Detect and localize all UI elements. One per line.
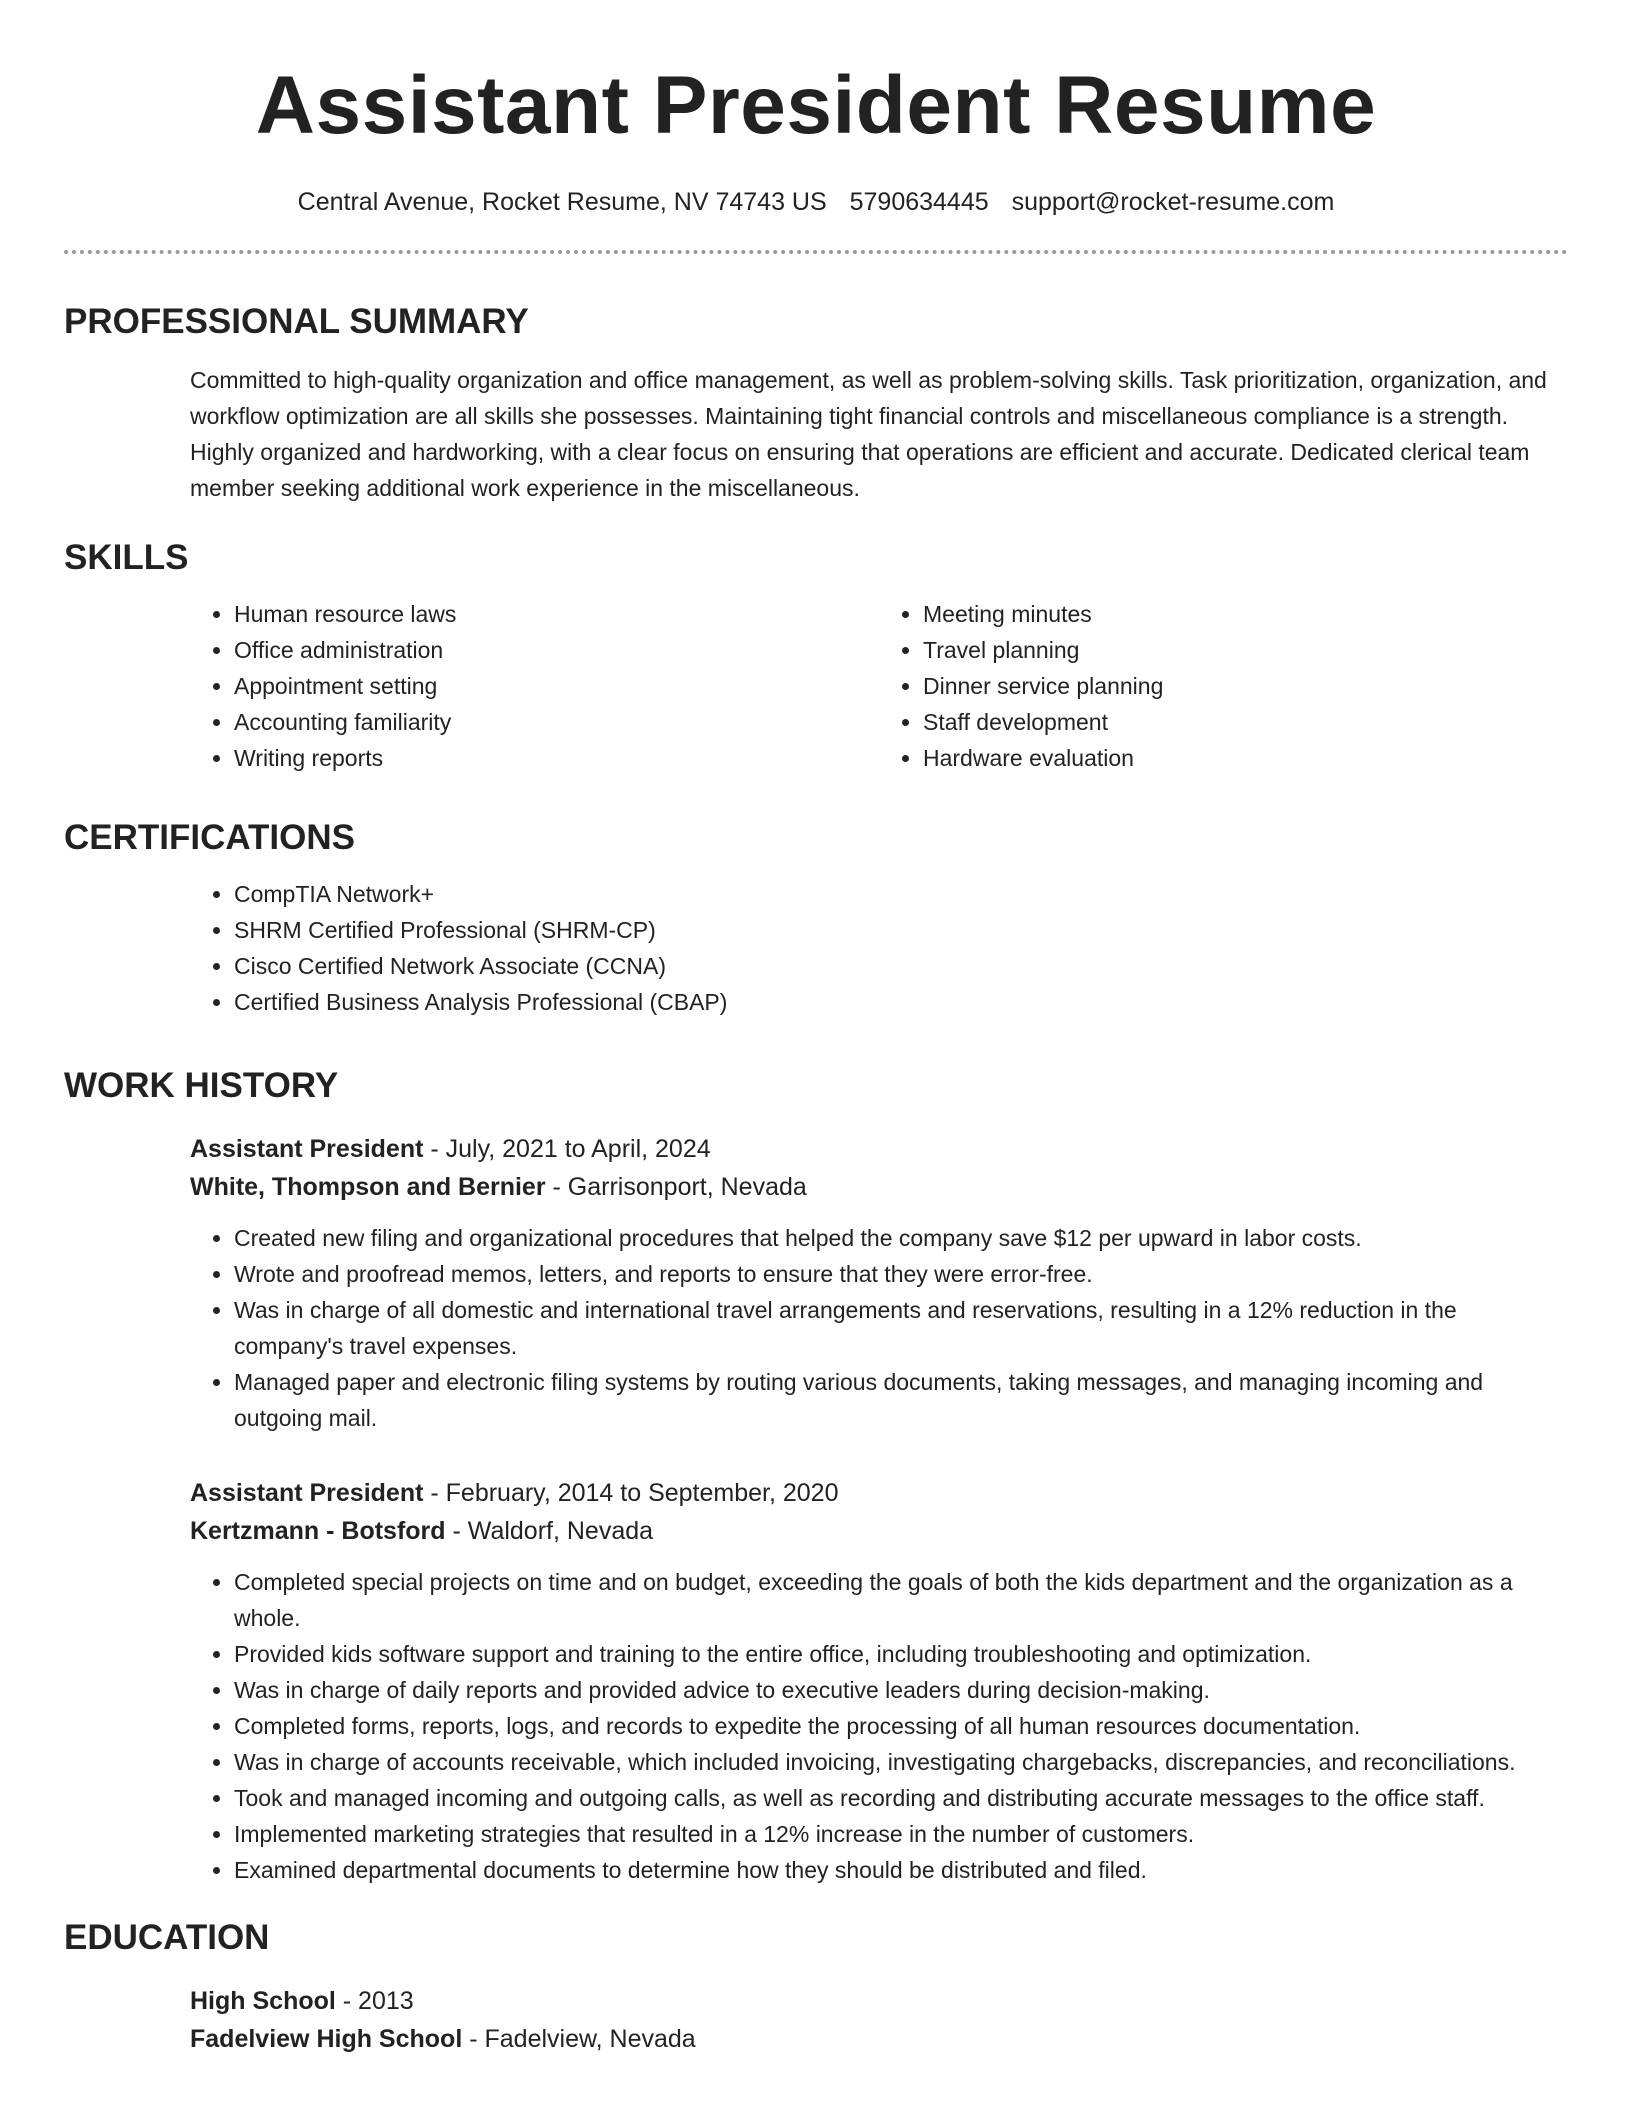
job-title: Assistant President bbox=[190, 1479, 424, 1507]
education-school-line: Fadelview High School - Fadelview, Nevada bbox=[190, 2025, 696, 2053]
certification-item: • Certified Business Analysis Professional (CBAP) bbox=[234, 984, 1568, 1020]
job-bullets bbox=[190, 1220, 1568, 1436]
work-history-heading: WORK HISTORY bbox=[64, 1066, 339, 1105]
resume-title: Assistant President Resume bbox=[255, 60, 1377, 151]
job-bullet: • Completed special projects on time and on budget, exceeding the goals of both the kids department and the organization as a whole. bbox=[234, 1564, 1568, 1636]
job-location: Waldorf, Nevada bbox=[467, 1517, 654, 1545]
job-bullet: • Managed paper and electronic filing systems by routing various documents, taking messages, and managing incoming and outgoing mail. bbox=[234, 1364, 1568, 1436]
skill-item: • Meeting minutes bbox=[923, 596, 1568, 632]
job-bullet: • Provided kids software support and training to the entire office, including troubleshooting and optimization. bbox=[234, 1636, 1568, 1672]
certifications-heading: CERTIFICATIONS bbox=[64, 818, 356, 857]
education-heading: EDUCATION bbox=[64, 1918, 270, 1957]
job-title-line: Assistant President - February, 2014 to September, 2020 bbox=[190, 1479, 839, 1507]
certification-item: • SHRM Certified Professional (SHRM-CP) bbox=[234, 912, 1568, 948]
skill-item: • Travel planning bbox=[923, 632, 1568, 668]
skill-item: • Staff development bbox=[923, 704, 1568, 740]
job-bullet: • Was in charge of all domestic and international travel arrangements and reservations, resulting in a 12% reduction in the company's travel expenses. bbox=[234, 1292, 1568, 1364]
summary-heading: PROFESSIONAL SUMMARY bbox=[64, 302, 529, 341]
job-bullet: • Completed forms, reports, logs, and records to expedite the processing of all human resources documentation. bbox=[234, 1708, 1568, 1744]
job-bullet: • Took and managed incoming and outgoing calls, as well as recording and distributing accurate messages to the office staff. bbox=[234, 1780, 1568, 1816]
skills-list-left bbox=[190, 596, 879, 776]
education-degree: High School bbox=[190, 1987, 336, 2015]
certifications-section bbox=[64, 876, 1568, 1020]
education-year: 2013 bbox=[358, 1987, 414, 2015]
job-title-line: Assistant President - July, 2021 to April, 2024 bbox=[190, 1135, 711, 1163]
job-bullet: • Was in charge of daily reports and provided advice to executive leaders during decision-making. bbox=[234, 1672, 1568, 1708]
job-bullet: • Created new filing and organizational procedures that helped the company save $12 per upward in labor costs. bbox=[234, 1220, 1568, 1256]
skills-heading: SKILLS bbox=[64, 538, 189, 577]
contact-info bbox=[64, 184, 1568, 220]
job-company-line: Kertzmann - Botsford - Waldorf, Nevada bbox=[190, 1517, 654, 1545]
job-entry bbox=[190, 1130, 1568, 1436]
skills-grid bbox=[190, 596, 1568, 776]
education-location: Fadelview, Nevada bbox=[484, 2025, 696, 2053]
skills-section bbox=[64, 596, 1568, 776]
job-bullet: • Wrote and proofread memos, letters, and reports to ensure that they were error-free. bbox=[234, 1256, 1568, 1292]
job-company-line: White, Thompson and Bernier - Garrisonport, Nevada bbox=[190, 1173, 807, 1201]
skill-item: • Office administration bbox=[234, 632, 879, 668]
certification-item: • Cisco Certified Network Associate (CCNA) bbox=[234, 948, 1568, 984]
summary-text: Committed to high-quality organization and office management, as well as problem-solving skills. Task prioritization, organization, and workflow optimization are all skills she possesses. Maintaining tight financial controls and miscellaneous compliance is a strength. Highly organized and hardworking, with a clear focus on ensuring that operations are efficient and accurate. Dedicated clerical team member seeking additional work experience in the miscellaneous. bbox=[190, 367, 1547, 501]
contact-email: support@rocket-resume.com bbox=[1011, 188, 1335, 216]
header-divider bbox=[64, 250, 1568, 254]
skill-item: • Hardware evaluation bbox=[923, 740, 1568, 776]
job-bullet: • Was in charge of accounts receivable, which included invoicing, investigating chargebacks, discrepancies, and reconciliations. bbox=[234, 1744, 1568, 1780]
skill-item: • Accounting familiarity bbox=[234, 704, 879, 740]
job-bullets bbox=[190, 1564, 1568, 1888]
skills-list-right bbox=[879, 596, 1568, 776]
job-company: White, Thompson and Bernier bbox=[190, 1173, 546, 1201]
job-location: Garrisonport, Nevada bbox=[567, 1173, 807, 1201]
job-company: Kertzmann - Botsford bbox=[190, 1517, 446, 1545]
job-dates: February, 2014 to September, 2020 bbox=[445, 1479, 839, 1507]
skill-item: • Dinner service planning bbox=[923, 668, 1568, 704]
contact-address: Central Avenue, Rocket Resume, NV 74743 US bbox=[297, 188, 827, 216]
contact-phone: 5790634445 bbox=[849, 188, 989, 216]
job-title: Assistant President bbox=[190, 1135, 424, 1163]
job-dates: July, 2021 to April, 2024 bbox=[445, 1135, 711, 1163]
job-entry bbox=[190, 1474, 1568, 1888]
skill-item: • Appointment setting bbox=[234, 668, 879, 704]
job-bullet: • Examined departmental documents to determine how they should be distributed and filed. bbox=[234, 1852, 1568, 1888]
skill-item: • Human resource laws bbox=[234, 596, 879, 632]
job-bullet: • Implemented marketing strategies that resulted in a 12% increase in the number of customers. bbox=[234, 1816, 1568, 1852]
education-section bbox=[64, 1982, 1568, 2058]
skill-item: • Writing reports bbox=[234, 740, 879, 776]
work-history-section bbox=[64, 1130, 1568, 1888]
education-degree-line: High School - 2013 bbox=[190, 1987, 414, 2015]
certifications-list bbox=[190, 876, 1568, 1020]
certification-item: • CompTIA Network+ bbox=[234, 876, 1568, 912]
education-school: Fadelview High School bbox=[190, 2025, 463, 2053]
